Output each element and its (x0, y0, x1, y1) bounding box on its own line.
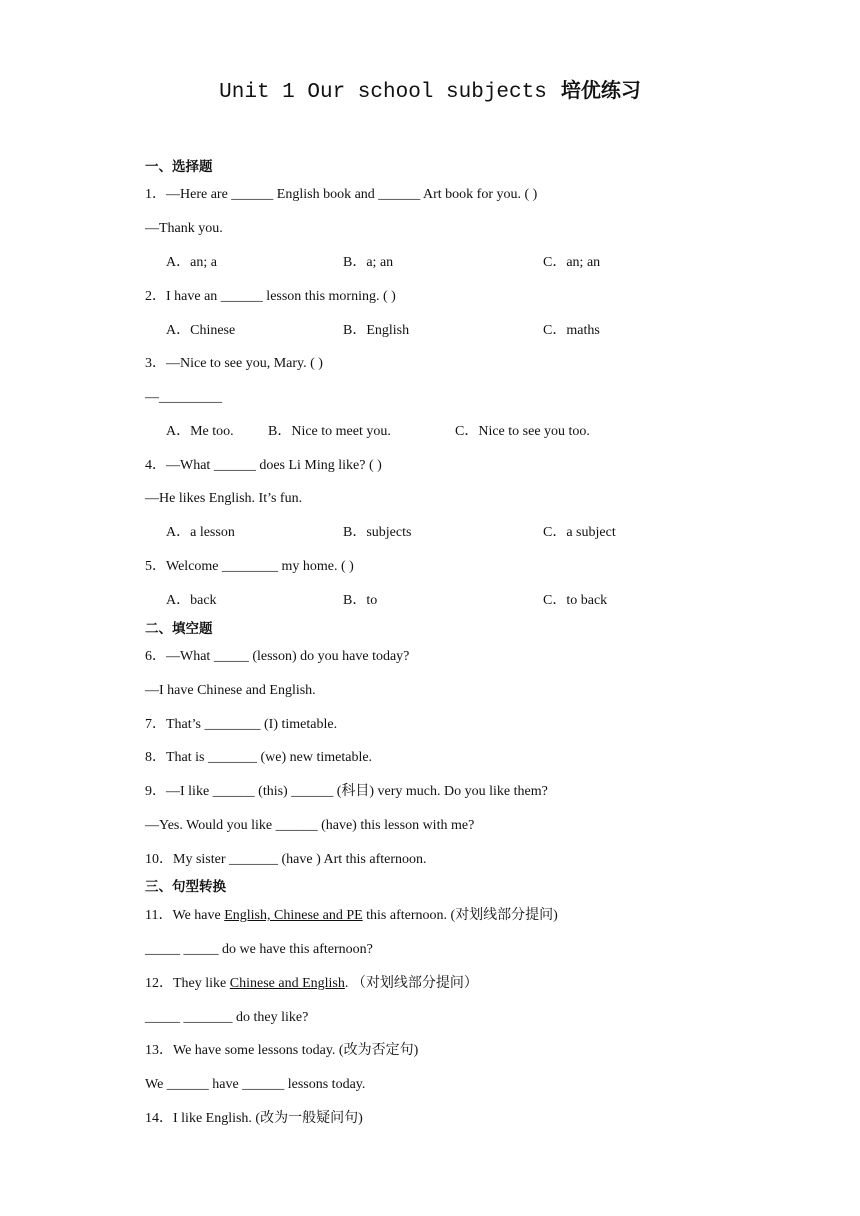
section-heading-choice: 一、选择题 (145, 159, 213, 175)
question-1-option-c: C．an; an (543, 255, 601, 270)
question-3-option-c: C．Nice to see you too. (455, 424, 590, 439)
question-4: 4．—What ______ does Li Ming like? ( ) (145, 458, 382, 473)
section-heading-transform: 三、句型转换 (145, 879, 226, 895)
question-12-underlined: Chinese and English (229, 976, 345, 991)
question-9: 9．—I like ______ (this) ______ (科目) very much. Do you like them? (145, 784, 548, 799)
question-4-option-a: A．a lesson (166, 525, 235, 540)
question-9-reply: —Yes. Would you like ______ (have) this lesson with me? (145, 818, 475, 833)
question-2: 2．I have an ______ lesson this morning. ( ) (145, 289, 396, 304)
question-7: 7．That’s ________ (I) timetable. (145, 717, 338, 732)
question-12 (145, 975, 478, 993)
question-5: 5．Welcome ________ my home. ( ) (145, 559, 354, 574)
question-12-answer: _____ _______ do they like? (145, 1010, 309, 1025)
question-3-option-a: A．Me too. (166, 424, 234, 439)
question-8: 8．That is _______ (we) new timetable. (145, 750, 373, 765)
question-3: 3．—Nice to see you, Mary. ( ) (145, 356, 323, 371)
question-4-reply: —He likes English. It’s fun. (145, 491, 303, 506)
question-1-option-b: B．a; an (343, 255, 394, 270)
question-3-option-b: B．Nice to meet you. (268, 424, 391, 439)
question-6: 6．—What _____ (lesson) do you have today? (145, 649, 410, 664)
question-2-option-c: C．maths (543, 323, 600, 338)
question-4-option-b: B．subjects (343, 525, 412, 540)
question-5-option-a: A．back (166, 593, 217, 608)
question-11-post: this afternoon. (对划线部分提问) (362, 908, 558, 923)
question-2-option-b: B．English (343, 323, 410, 338)
question-1: 1．—Here are ______ English book and ______ Art book for you. ( ) (145, 187, 538, 202)
section-heading-fill-in: 二、填空题 (145, 621, 213, 637)
title-cn: 培优练习 (560, 78, 641, 102)
question-1-reply: —Thank you. (145, 221, 223, 236)
question-2-option-a: A．Chinese (166, 323, 236, 338)
question-13: 13．We have some lessons today. (改为否定句) (145, 1043, 419, 1058)
question-3-reply: —_________ (145, 390, 222, 405)
question-10: 10．My sister _______ (have ) Art this afternoon. (145, 852, 427, 867)
question-5-option-b: B．to (343, 593, 378, 608)
question-14: 14．I like English. (改为一般疑问句) (145, 1111, 363, 1126)
question-6-reply: —I have Chinese and English. (145, 683, 316, 698)
page-title (0, 74, 860, 104)
question-11-underlined: English, Chinese and PE (224, 908, 363, 923)
title-main: Unit 1 Our school subjects (219, 81, 547, 104)
question-1-option-a: A．an; a (166, 255, 217, 270)
question-13-answer: We ______ have ______ lessons today. (145, 1077, 366, 1092)
question-11-answer: _____ _____ do we have this afternoon? (145, 942, 373, 957)
question-11 (145, 907, 558, 925)
question-12-pre: 12．They like (145, 976, 230, 991)
question-5-option-c: C．to back (543, 593, 608, 608)
question-4-option-c: C．a subject (543, 525, 616, 540)
question-11-pre: 11．We have (145, 908, 225, 923)
question-12-post: . （对划线部分提问） (344, 976, 478, 991)
